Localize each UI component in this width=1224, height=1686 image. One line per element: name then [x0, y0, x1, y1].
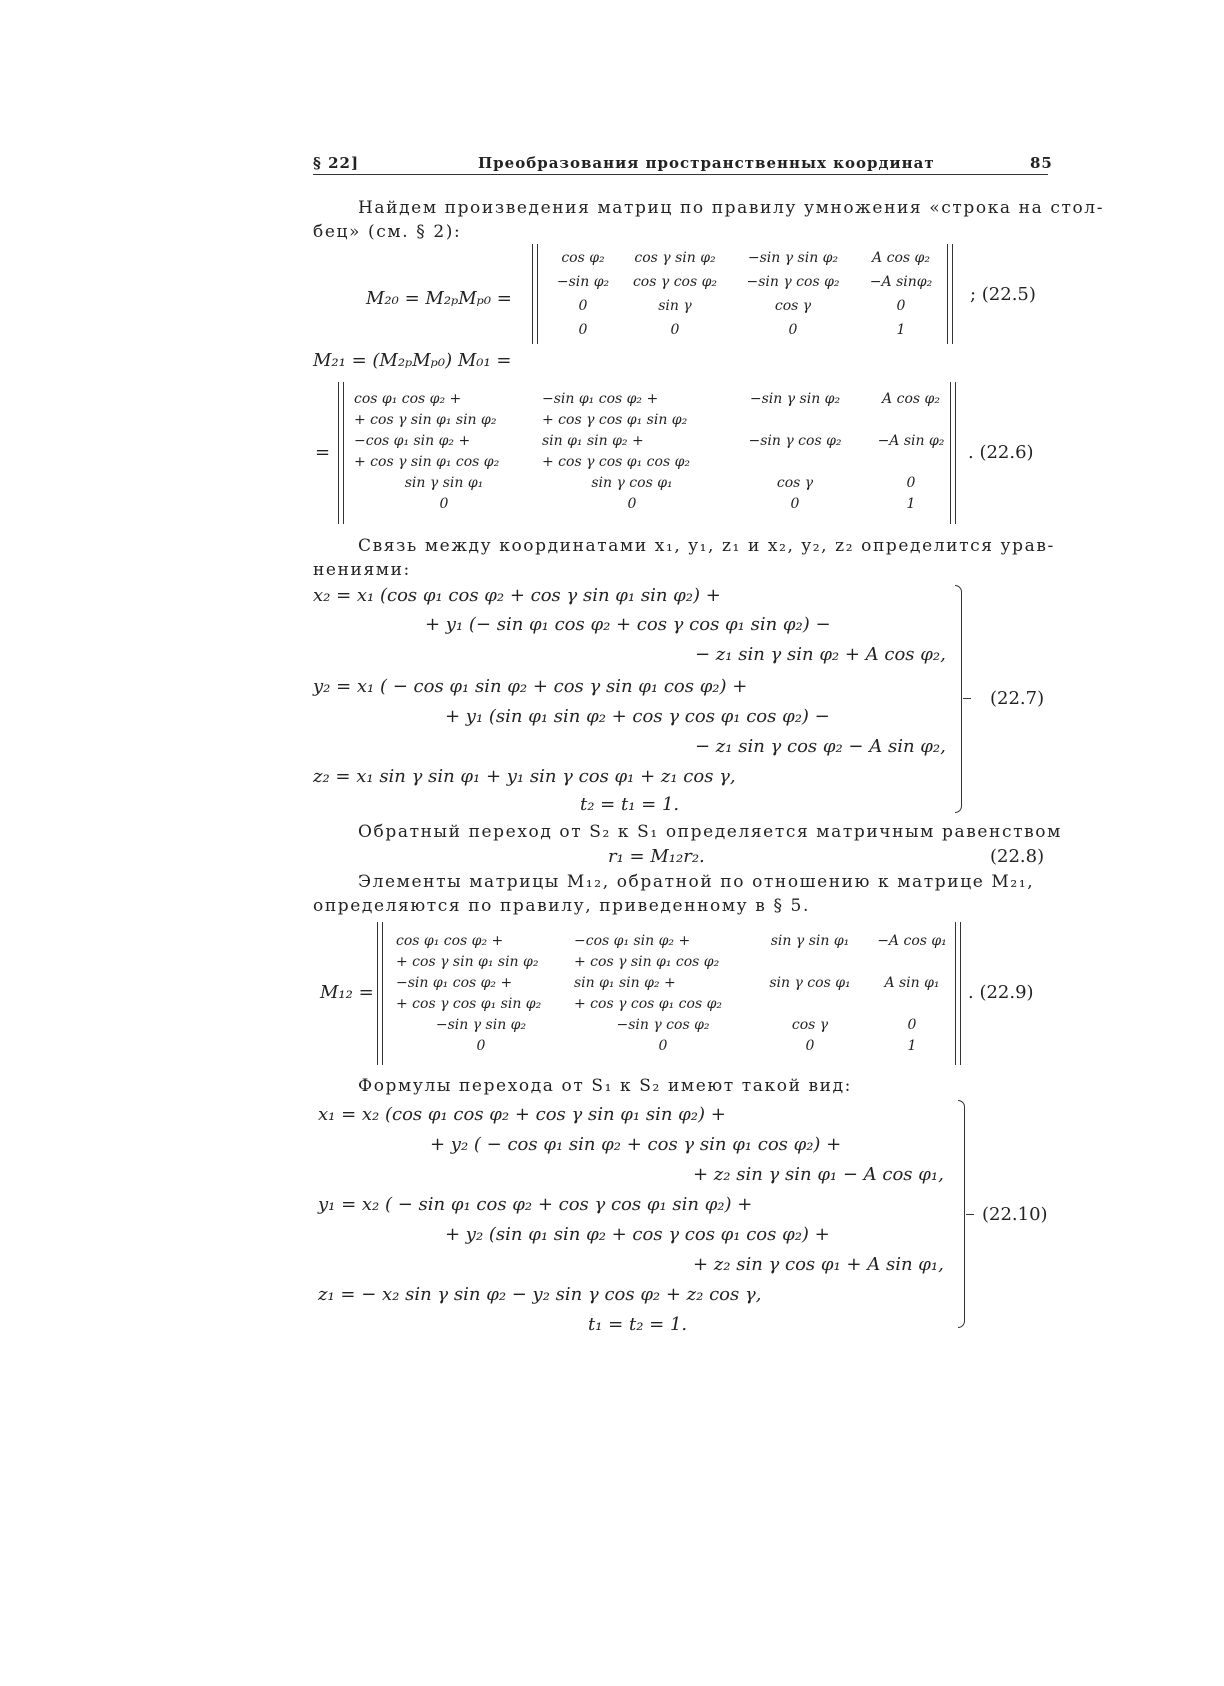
eq-22-7-line: + y₁ (sin φ₁ sin φ₂ + cos γ cos φ₁ cos φ₂) − — [445, 706, 830, 727]
matrix-cell: A sin φ₁ — [884, 974, 940, 991]
matrix-cell: + cos γ sin φ₁ sin φ₂ — [396, 953, 539, 970]
matrix-cell: 0 — [790, 495, 800, 512]
matrix-row — [545, 246, 945, 270]
eq-22-8-formula: r₁ = M₁₂r₂. — [608, 846, 705, 867]
matrix-cell — [756, 993, 864, 1014]
matrix-row — [350, 472, 958, 493]
matrix-cell: A cos φ₂ — [872, 250, 930, 266]
matrix-cell: 0 — [906, 474, 916, 491]
eq-22-6-lhs: M₂₁ = (M₂ₚMₚ₀) M₀₁ = — [313, 350, 512, 371]
formulas-line-1: Формулы перехода от S₁ к S₂ имеют такой вид: — [358, 1076, 853, 1096]
matrix-cell: sin γ — [658, 298, 692, 314]
matrix-cell — [726, 409, 864, 430]
intro-line-1: Найдем произведения матриц по правилу умножения «строка на стол- — [358, 198, 1105, 218]
eq-22-10-line: t₁ = t₂ = 1. — [588, 1314, 688, 1335]
matrix-cell: A cos φ₂ — [882, 390, 940, 407]
matrix-row — [350, 388, 958, 409]
matrix-cell: sin γ sin φ₁ — [404, 474, 484, 491]
matrix-cell: 0 — [476, 1037, 486, 1054]
eq-22-10-line: + y₂ ( − cos φ₁ sin φ₂ + cos γ sin φ₁ cos φ₂) + — [430, 1134, 842, 1155]
matrix-cell: −sin φ₁ cos φ₂ + — [396, 974, 513, 991]
matrix-cell: −cos φ₁ sin φ₂ + — [574, 932, 691, 949]
eq-22-9-left-bar — [377, 922, 383, 1065]
eq-22-7-line: − z₁ sin γ sin φ₂ + A cos φ₂, — [695, 644, 946, 665]
eq-22-6-matrix — [350, 388, 958, 514]
matrix-cell: + cos γ cos φ₁ sin φ₂ — [542, 411, 688, 428]
matrix-cell: cos γ cos φ₂ — [632, 274, 718, 290]
eq-22-8-number: (22.8) — [990, 846, 1045, 867]
matrix-cell: cos φ₂ — [561, 250, 605, 266]
matrix-cell: −sin φ₂ — [556, 274, 610, 290]
matrix-cell: sin γ cos φ₁ — [769, 974, 851, 991]
eq-22-7-line: y₂ = x₁ ( − cos φ₁ sin φ₂ + cos γ sin φ₁ cos φ₂) + — [313, 676, 748, 697]
matrix-cell: + cos γ cos φ₁ cos φ₂ — [542, 453, 690, 470]
eq-22-10-number: (22.10) — [982, 1204, 1048, 1225]
matrix-cell — [864, 451, 958, 472]
page-number: 85 — [1030, 154, 1053, 172]
matrix-cell: 0 — [627, 495, 637, 512]
eq-22-10-line: + z₂ sin γ cos φ₁ + A sin φ₁, — [693, 1254, 944, 1275]
eq-22-5-matrix — [545, 246, 945, 342]
eq-22-9-number: . (22.9) — [968, 982, 1034, 1003]
matrix-cell: + cos γ cos φ₁ sin φ₂ — [396, 995, 542, 1012]
matrix-cell: −A sinφ₂ — [869, 274, 933, 290]
eq-22-7-line: z₂ = x₁ sin γ sin φ₁ + y₁ sin γ cos φ₁ + z₁ cos γ, — [313, 766, 736, 787]
eq-22-7-line: − z₁ sin γ cos φ₂ − A sin φ₂, — [695, 736, 946, 757]
section-marker: § 22] — [313, 154, 360, 172]
matrix-cell: −A sin φ₂ — [877, 432, 945, 449]
elements-line-2: определяются по правилу, приведенному в § 5. — [313, 896, 810, 916]
matrix-row — [350, 451, 958, 472]
matrix-cell: cos φ₁ cos φ₂ + — [396, 932, 504, 949]
eq-22-10-line: + z₂ sin γ sin φ₁ − A cos φ₁, — [693, 1164, 944, 1185]
matrix-cell: −sin γ sin φ₂ — [747, 250, 839, 266]
matrix-row — [545, 270, 945, 294]
matrix-cell: −sin γ cos φ₂ — [748, 432, 842, 449]
matrix-cell: sin φ₁ sin φ₂ + — [542, 432, 644, 449]
matrix-cell: 1 — [907, 1037, 917, 1054]
header-rule — [313, 174, 1048, 175]
intro-line-2: бец» (см. § 2): — [313, 222, 462, 242]
link-line-1: Связь между координатами x₁, y₁, z₁ и x₂, y₂, z₂ определится урав- — [358, 536, 1055, 556]
matrix-cell: −sin γ cos φ₂ — [746, 274, 840, 290]
matrix-cell: 0 — [670, 322, 680, 338]
matrix-cell: sin γ sin φ₁ — [770, 932, 850, 949]
matrix-cell: + cos γ sin φ₁ sin φ₂ — [354, 411, 497, 428]
matrix-row — [545, 318, 945, 342]
page-header-title: Преобразования пространственных координат — [478, 154, 935, 172]
matrix-cell: cos γ — [774, 298, 812, 314]
matrix-row — [545, 294, 945, 318]
matrix-cell: 1 — [906, 495, 916, 512]
matrix-row — [392, 1035, 960, 1056]
matrix-cell: −A cos φ₁ — [877, 932, 947, 949]
matrix-cell: −sin γ sin φ₂ — [435, 1016, 527, 1033]
matrix-cell — [756, 951, 864, 972]
matrix-row — [392, 1014, 960, 1035]
matrix-cell: cos γ sin φ₂ — [634, 250, 716, 266]
eq-22-10-line: + y₂ (sin φ₁ sin φ₂ + cos γ cos φ₁ cos φ₂) + — [445, 1224, 830, 1245]
matrix-cell — [726, 451, 864, 472]
matrix-cell: cos φ₁ cos φ₂ + — [354, 390, 462, 407]
matrix-cell: −sin φ₁ cos φ₂ + — [542, 390, 659, 407]
matrix-cell: + cos γ sin φ₁ cos φ₂ — [574, 953, 720, 970]
eq-22-7-line: x₂ = x₁ (cos φ₁ cos φ₂ + cos γ sin φ₁ sin φ₂) + — [313, 585, 721, 606]
eq-22-6-equals: = — [315, 442, 331, 463]
eq-22-9-lhs: M₁₂ = — [320, 982, 374, 1003]
eq-22-5-number: ; (22.5) — [970, 284, 1036, 305]
eq-22-5-left-bar — [532, 244, 538, 344]
matrix-cell: + cos γ cos φ₁ cos φ₂ — [574, 995, 722, 1012]
matrix-row — [392, 930, 960, 951]
matrix-cell: cos γ — [791, 1016, 829, 1033]
eq-22-10-line: y₁ = x₂ ( − sin φ₁ cos φ₂ + cos γ cos φ₁ sin φ₂) + — [318, 1194, 753, 1215]
eq-22-7-line: t₂ = t₁ = 1. — [580, 794, 680, 815]
matrix-cell: sin φ₁ sin φ₂ + — [574, 974, 676, 991]
matrix-cell: 0 — [439, 495, 449, 512]
matrix-cell: sin γ cos φ₁ — [591, 474, 673, 491]
matrix-cell: 0 — [658, 1037, 668, 1054]
eq-22-9-right-bar — [955, 922, 961, 1065]
matrix-cell — [864, 409, 958, 430]
elements-line-1: Элементы матрицы M₁₂, обратной по отношению к матрице M₂₁, — [358, 872, 1035, 892]
inverse-line-1: Обратный переход от S₂ к S₁ определяется матричным равенством — [358, 822, 1062, 842]
eq-22-7-brace-tip — [963, 698, 971, 699]
matrix-cell — [864, 993, 960, 1014]
matrix-row — [392, 972, 960, 993]
matrix-cell: cos γ — [776, 474, 814, 491]
eq-22-10-brace — [958, 1100, 965, 1328]
matrix-cell: 0 — [788, 322, 798, 338]
matrix-cell: −sin γ sin φ₂ — [749, 390, 841, 407]
eq-22-10-line: x₁ = x₂ (cos φ₁ cos φ₂ + cos γ sin φ₁ sin φ₂) + — [318, 1104, 726, 1125]
eq-22-10-brace-tip — [966, 1214, 974, 1215]
eq-22-7-number: (22.7) — [990, 688, 1045, 709]
matrix-row — [392, 951, 960, 972]
matrix-row — [350, 409, 958, 430]
eq-22-6-right-bar — [950, 382, 956, 524]
matrix-cell: 0 — [907, 1016, 917, 1033]
eq-22-7-line: + y₁ (− sin φ₁ cos φ₂ + cos γ cos φ₁ sin φ₂) − — [425, 614, 831, 635]
matrix-cell — [864, 951, 960, 972]
matrix-cell: + cos γ sin φ₁ cos φ₂ — [354, 453, 500, 470]
eq-22-7-brace — [955, 585, 962, 813]
matrix-cell: 0 — [578, 322, 588, 338]
matrix-row — [350, 430, 958, 451]
matrix-cell: −sin γ cos φ₂ — [616, 1016, 710, 1033]
link-line-2: нениями: — [313, 560, 411, 580]
matrix-cell: 0 — [578, 298, 588, 314]
matrix-row — [350, 493, 958, 514]
eq-22-6-left-bar — [338, 382, 344, 524]
eq-22-9-matrix — [392, 930, 960, 1056]
eq-22-6-number: . (22.6) — [968, 442, 1034, 463]
matrix-row — [392, 993, 960, 1014]
matrix-cell: 0 — [896, 298, 906, 314]
matrix-cell: 1 — [896, 322, 906, 338]
eq-22-5-right-bar — [947, 244, 953, 344]
eq-22-10-line: z₁ = − x₂ sin γ sin φ₂ − y₂ sin γ cos φ₂ + z₂ cos γ, — [318, 1284, 762, 1305]
eq-22-5-lhs: M₂₀ = M₂ₚMₚ₀ = — [366, 288, 512, 309]
matrix-cell: −cos φ₁ sin φ₂ + — [354, 432, 471, 449]
matrix-cell: 0 — [805, 1037, 815, 1054]
